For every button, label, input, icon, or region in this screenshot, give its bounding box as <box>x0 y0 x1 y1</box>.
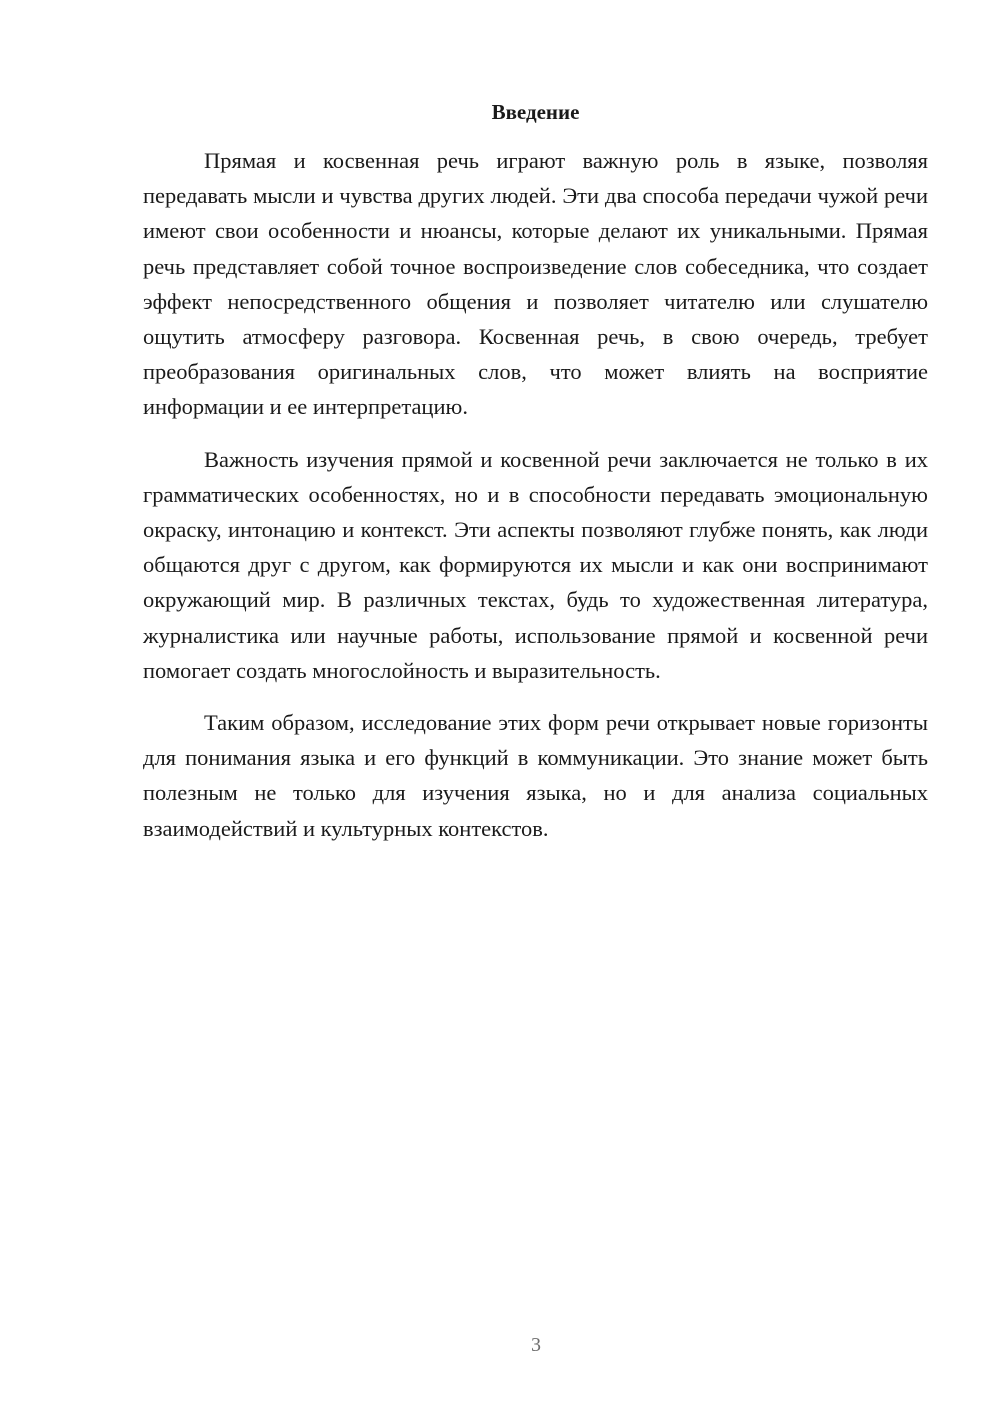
section-heading: Введение <box>491 100 580 124</box>
body-text <box>143 143 928 863</box>
paragraph-1: Прямая и косвенная речь играют важную роль в языке, позволяя передавать мысли и чувства других людей. Эти два способа передачи чужой речи имеют свои особенности и нюансы, которые делают их уникальными. Прямая речь представляет собой точное воспроизведение слов собеседника, что создает эффект непосредственного общения и позволяет читателю или слушателю ощутить атмосферу разговора. Косвенная речь, в свою очередь, требует преобразования оригинальных слов, что может влиять на восприятие информации и ее интерпретацию. <box>143 148 928 420</box>
paragraph-2: Важность изучения прямой и косвенной речи заключается не только в их грамматических особенностях, но и в способности передавать эмоциональную окраску, интонацию и контекст. Эти аспекты позволяют глубже понять, как люди общаются друг с другом, как формируются их мысли и как они воспринимают окружающий мир. В различных текстах, будь то художественная литература, журналистика или научные работы, использование прямой и косвенной речи помогает создать многослойность и выразительность. <box>143 446 928 683</box>
page-number: 3 <box>531 1334 541 1356</box>
paragraph-3: Таким образом, исследование этих форм речи открывает новые горизонты для понимания языка и его функций в коммуникации. Это знание может быть полезным не только для изучения языка, но и для анализа социальных взаимодействий и культурных контекстов. <box>143 710 928 841</box>
